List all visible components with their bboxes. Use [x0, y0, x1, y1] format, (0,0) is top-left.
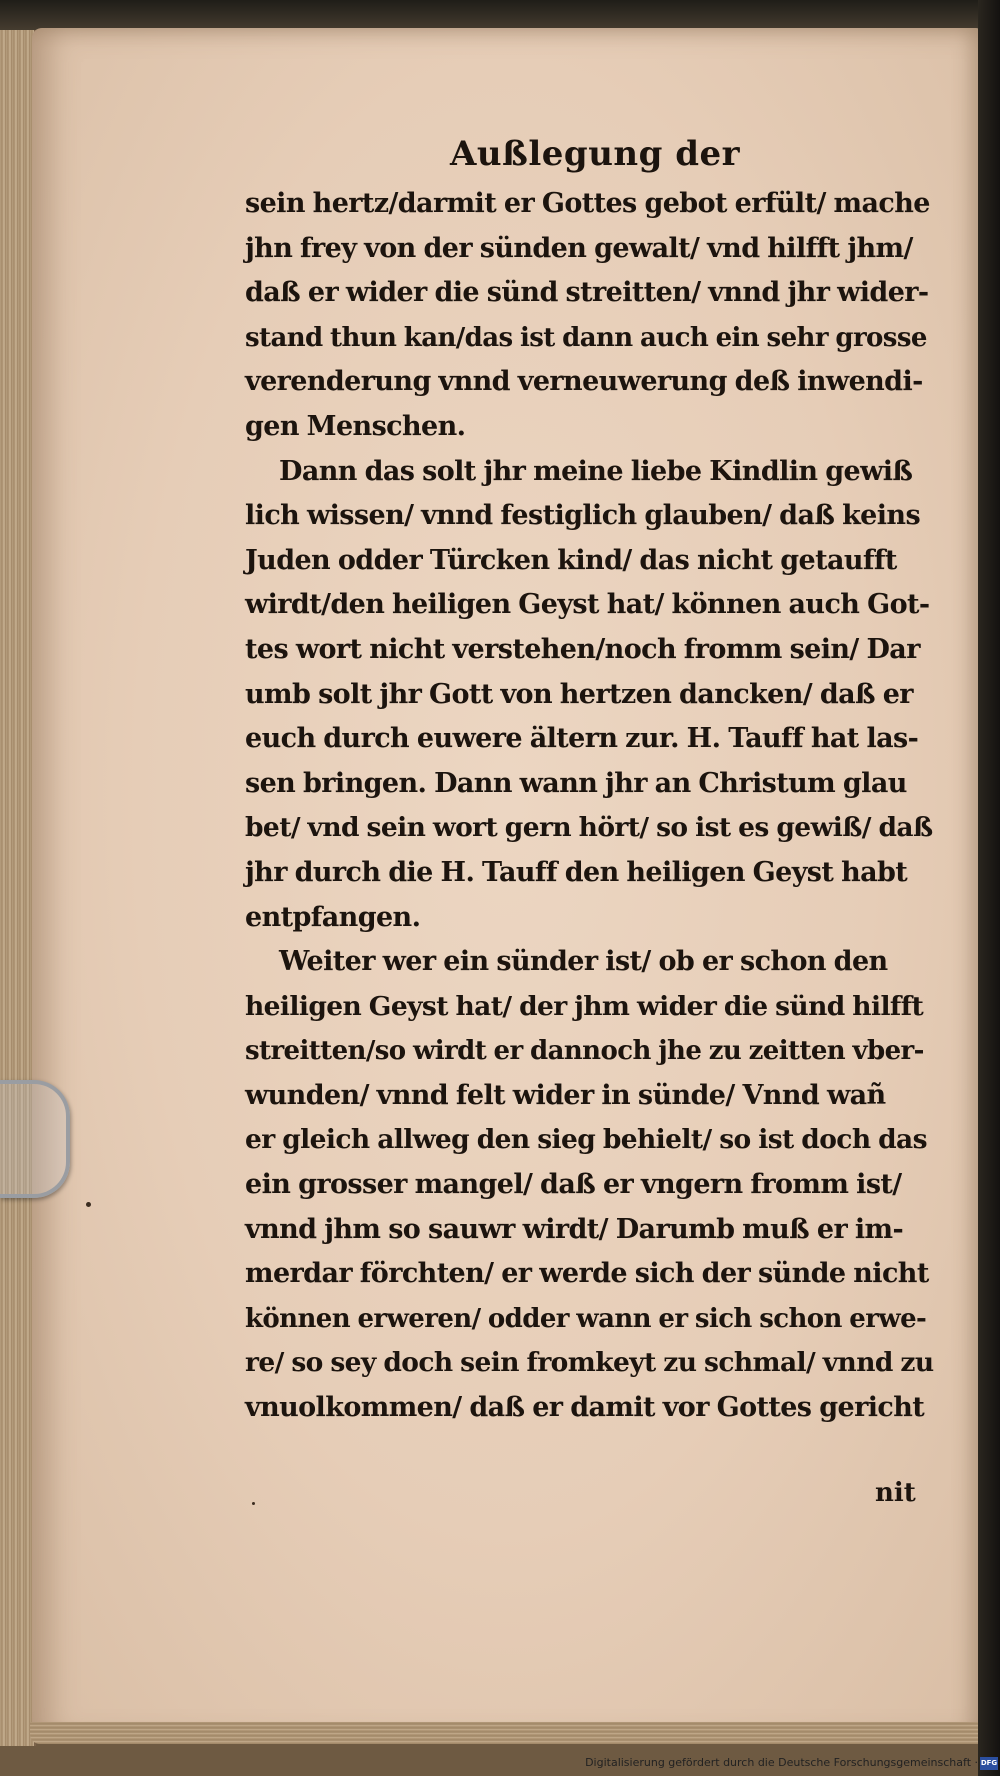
text-line: sein hertz/darmit er Gottes gebot erfült/ mache — [245, 188, 930, 219]
text-line: merdar förchten/ er werde sich der sünde nicht — [245, 1258, 929, 1290]
text-line: lich wissen/ vnnd festiglich glauben/ daß keins — [245, 500, 921, 532]
text-line: vnuolkommen/ daß er damit vor Gottes gericht — [245, 1392, 925, 1424]
text-line: heiligen Geyst hat/ der jhm wider die sünd hilfft — [245, 990, 924, 1022]
text-line: gen Menschen. — [245, 410, 466, 442]
text-line: euch durch euwere ältern zur. H. Tauff hat las- — [245, 723, 919, 755]
text-line: ein grosser mangel/ daß er vngern fromm ist/ — [245, 1169, 902, 1201]
ink-speck — [252, 1502, 255, 1505]
page-clip — [0, 1080, 70, 1198]
catchword: nit — [875, 1478, 916, 1508]
text-line: wirdt/den heiligen Geyst hat/ können auch Got- — [245, 589, 930, 621]
text-line: stand thun kan/das ist dann auch ein sehr grosse — [245, 322, 927, 353]
text-line: er gleich allweg den sieg behielt/ so ist doch das — [245, 1124, 927, 1156]
text-line: Dann das solt jhr meine liebe Kindlin gewiß — [279, 455, 913, 487]
text-line: verenderung vnnd verneuwerung deß inwendi- — [245, 366, 923, 398]
text-block — [245, 126, 935, 1431]
text-line: jhn frey von der sünden gewalt/ vnd hilfft jhm/ — [245, 232, 913, 264]
text-line: jhr durch die H. Tauff den heiligen Geyst habt — [245, 856, 908, 888]
text-line: entpfangen. — [245, 901, 421, 933]
ink-speck — [86, 1202, 91, 1207]
text-line: Weiter wer ein sünder ist/ ob er schon den — [279, 946, 888, 978]
dfg-logo: DFG — [980, 1757, 998, 1770]
text-line: vnnd jhm so sauwr wirdt/ Darumb muß er im- — [245, 1213, 904, 1245]
text-line: Juden odder Türcken kind/ das nicht getaufft — [245, 544, 897, 576]
text-line: streitten/so wirdt er dannoch jhe zu zeitten vber- — [245, 1036, 924, 1067]
text-line: umb solt jhr Gott von hertzen dancken/ daß er — [245, 678, 913, 710]
book-bottom-edges — [30, 1722, 986, 1744]
book-page-edges — [0, 30, 36, 1746]
digitization-credit: Digitalisierung gefördert durch die Deutsche Forschungsgemeinschaft · — [585, 1756, 978, 1769]
text-line: können erweren/ odder wann er sich schon erwe- — [245, 1303, 927, 1334]
text-lines — [245, 182, 935, 1431]
text-line: wunden/ vnnd felt wider in sünde/ Vnnd wañ — [245, 1079, 886, 1111]
running-head: Außlegung der — [449, 134, 741, 174]
text-line: re/ so sey doch sein fromkeyt zu schmal/ vnnd zu — [245, 1347, 934, 1379]
text-line: daß er wider die sünd streitten/ vnnd jhr wider- — [245, 277, 929, 309]
scan-border-right — [978, 0, 1000, 1776]
text-line: tes wort nicht verstehen/noch fromm sein/ Dar — [245, 633, 920, 665]
text-line: sen bringen. Dann wann jhr an Christum glau — [245, 767, 907, 799]
text-line: bet/ vnd sein wort gern hört/ so ist es gewiß/ daß — [245, 812, 933, 844]
